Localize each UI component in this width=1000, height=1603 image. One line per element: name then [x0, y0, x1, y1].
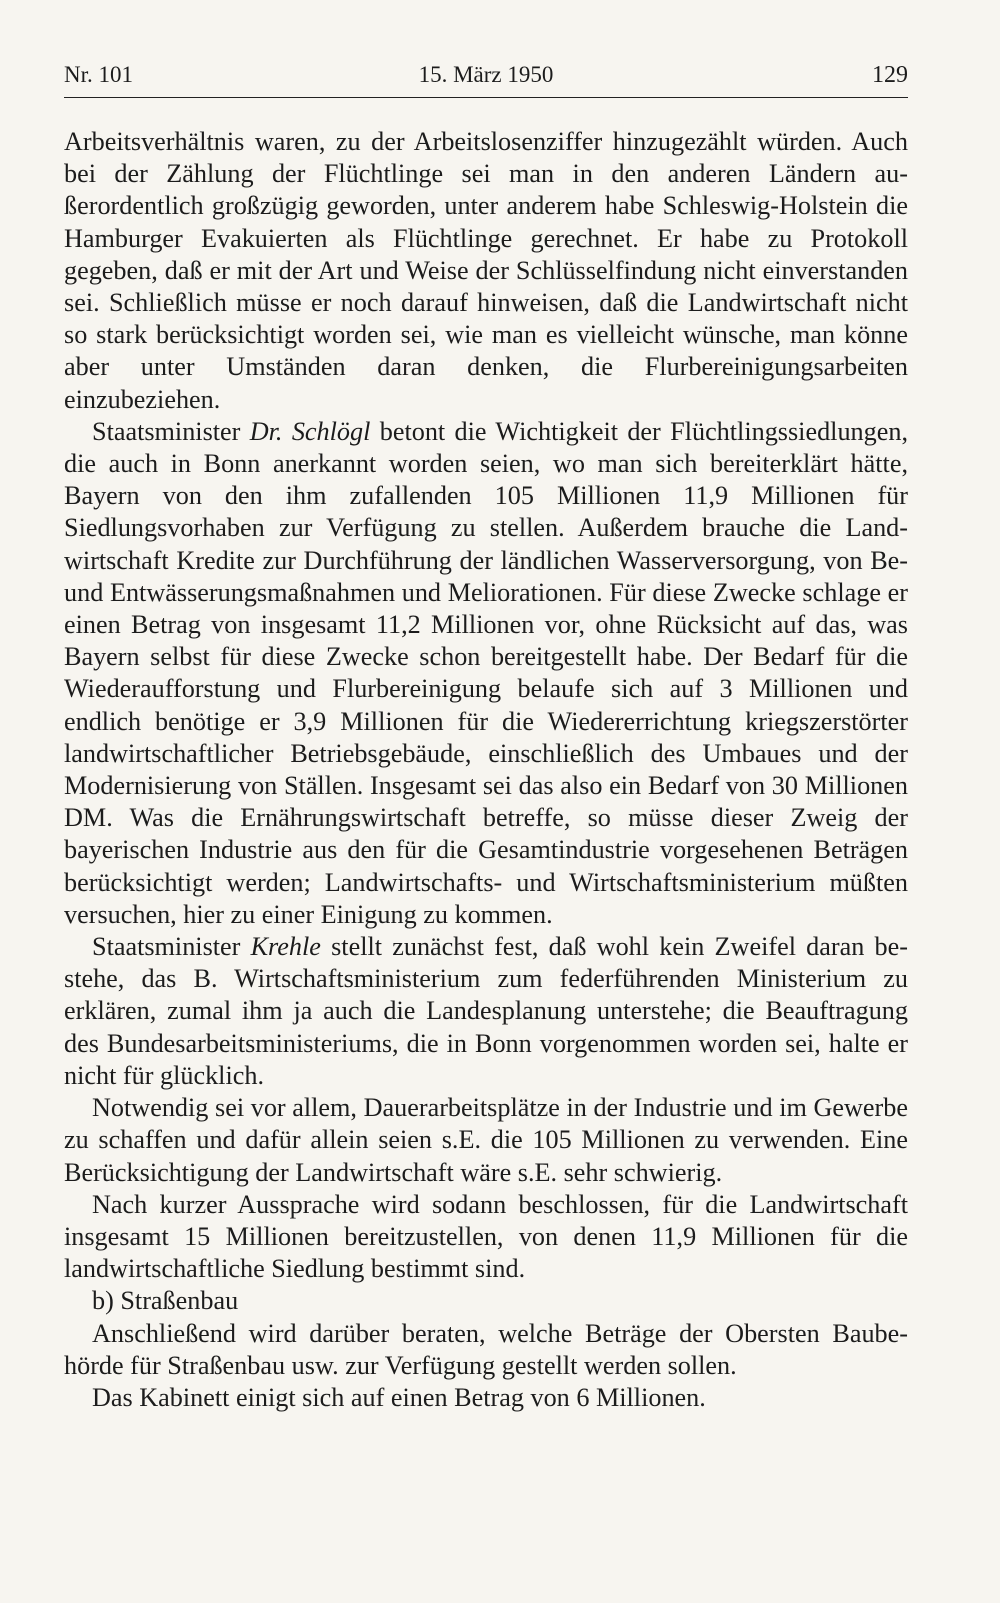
- running-head: [64, 60, 908, 90]
- paragraph-einigung: Das Kabinett einigt sich auf einen Betrag von 6 Millionen.: [92, 1382, 706, 1412]
- paragraph-strassenbau: Anschließend wird darüber beraten, welche Beträge der Obersten Baubehörde für Straßenbau usw. zur Verfügung gestellt werden sollen.: [64, 1318, 908, 1380]
- body-text: [64, 126, 908, 1414]
- paragraph-beschluss: Nach kurzer Aussprache wird sodann beschlossen, für die Landwirtschaft insgesamt 15 Millionen bereitzustellen, von denen 11,9 Millionen für die landwirtschaftliche Siedlung bestimmt sind.: [64, 1189, 908, 1284]
- page-number: 129: [872, 62, 908, 88]
- section-heading: b) Straßenbau: [92, 1286, 239, 1316]
- paragraph-continuation: Arbeitsverhältnis waren, zu der Arbeitslosenziffer hinzugezählt würden. Auch bei der Zählung der Flüchtlinge sei man in den anderen Ländern außerordentlich großzügig geworden, unter anderem habe Schleswig-Holstein die Hamburger Evakuierten als Flüchtlinge gerechnet. Er habe zu Protokoll gegeben, daß er mit der Art und Weise der Schlüsselfindung nicht einverstanden sei. Schließlich müsse er noch darauf hinweisen, daß die Landwirtschaft nicht so stark berücksichtigt worden sei, wie man es vielleicht wünsche, man könne aber unter Umständen daran denken, die Flurbereinigungsarbeiten einzubeziehen.: [64, 127, 908, 414]
- speaker-title: Staatsminister: [92, 416, 250, 446]
- paragraph-text: stellt zunächst fest, daß wohl kein Zweifel daran bestehe, das B. Wirtschaftsministerium zum federführenden Ministerium zu erklären, zumal ihm ja auch die Landesplanung unterstehe; die Beauftragung des Bundesarbeitsministeriums, die in Bonn vorgenommen worden sei, halte er nicht für glücklich.: [64, 932, 908, 1090]
- header-rule: [64, 97, 908, 98]
- speaker-name: Krehle: [250, 932, 321, 962]
- speaker-title: Staatsminister: [92, 932, 251, 962]
- document-number: Nr. 101: [64, 62, 133, 87]
- document-date: 15. März 1950: [418, 62, 554, 87]
- paragraph-schloegl: [64, 416, 908, 931]
- paragraph-text: betont die Wichtigkeit der Flüchtlingssiedlungen, die auch in Bonn anerkannt worden seien, wo man sich bereiterklärt hätte, Bayern von den ihm zufallenden 105 Millionen 11,9 Millionen für Siedlungsvorhaben zur Verfügung zu stellen. Außerdem brauche die Landwirtschaft Kredite zur Durchführung der ländlichen Wasserversorgung, von Be- und Entwässerungsmaßnahmen und Meliorationen. Für diese Zwecke schlage er einen Betrag von insgesamt 11,2 Millionen vor, ohne Rücksicht auf das, was Bayern selbst für diese Zwecke schon bereitgestellt habe. Der Bedarf für die Wiederaufforstung und Flurbereinigung belaufe sich auf 3 Millionen und endlich benötige er 3,9 Millionen für die Wiedererrichtung kriegszerstörter landwirtschaftlicher Betriebsgebäude, einschließlich des Umbaues und der Modernisierung von Ställen. Insgesamt sei das also ein Bedarf von 30 Millionen DM. Was die Ernährungswirtschaft betreffe, so müsse dieser Zweig der bayerischen Industrie aus den für die Gesamtindustrie vorgesehenen Beträgen berücksichtigt werden; Landwirtschafts- und Wirtschaftsministerium müßten versuchen, hier zu einer Einigung zu kommen.: [64, 416, 908, 929]
- speaker-name: Dr. Schlögl: [249, 416, 371, 446]
- paragraph-dauerarbeitsplaetze: Notwendig sei vor allem, Dauerarbeitsplätze in der Industrie und im Gewerbe zu schaffen und dafür allein seien s.E. die 105 Millionen zu verwenden. Eine Berücksichtigung der Landwirtschaft wäre s.E. sehr schwierig.: [64, 1093, 908, 1187]
- paragraph-krehle: [64, 931, 908, 1092]
